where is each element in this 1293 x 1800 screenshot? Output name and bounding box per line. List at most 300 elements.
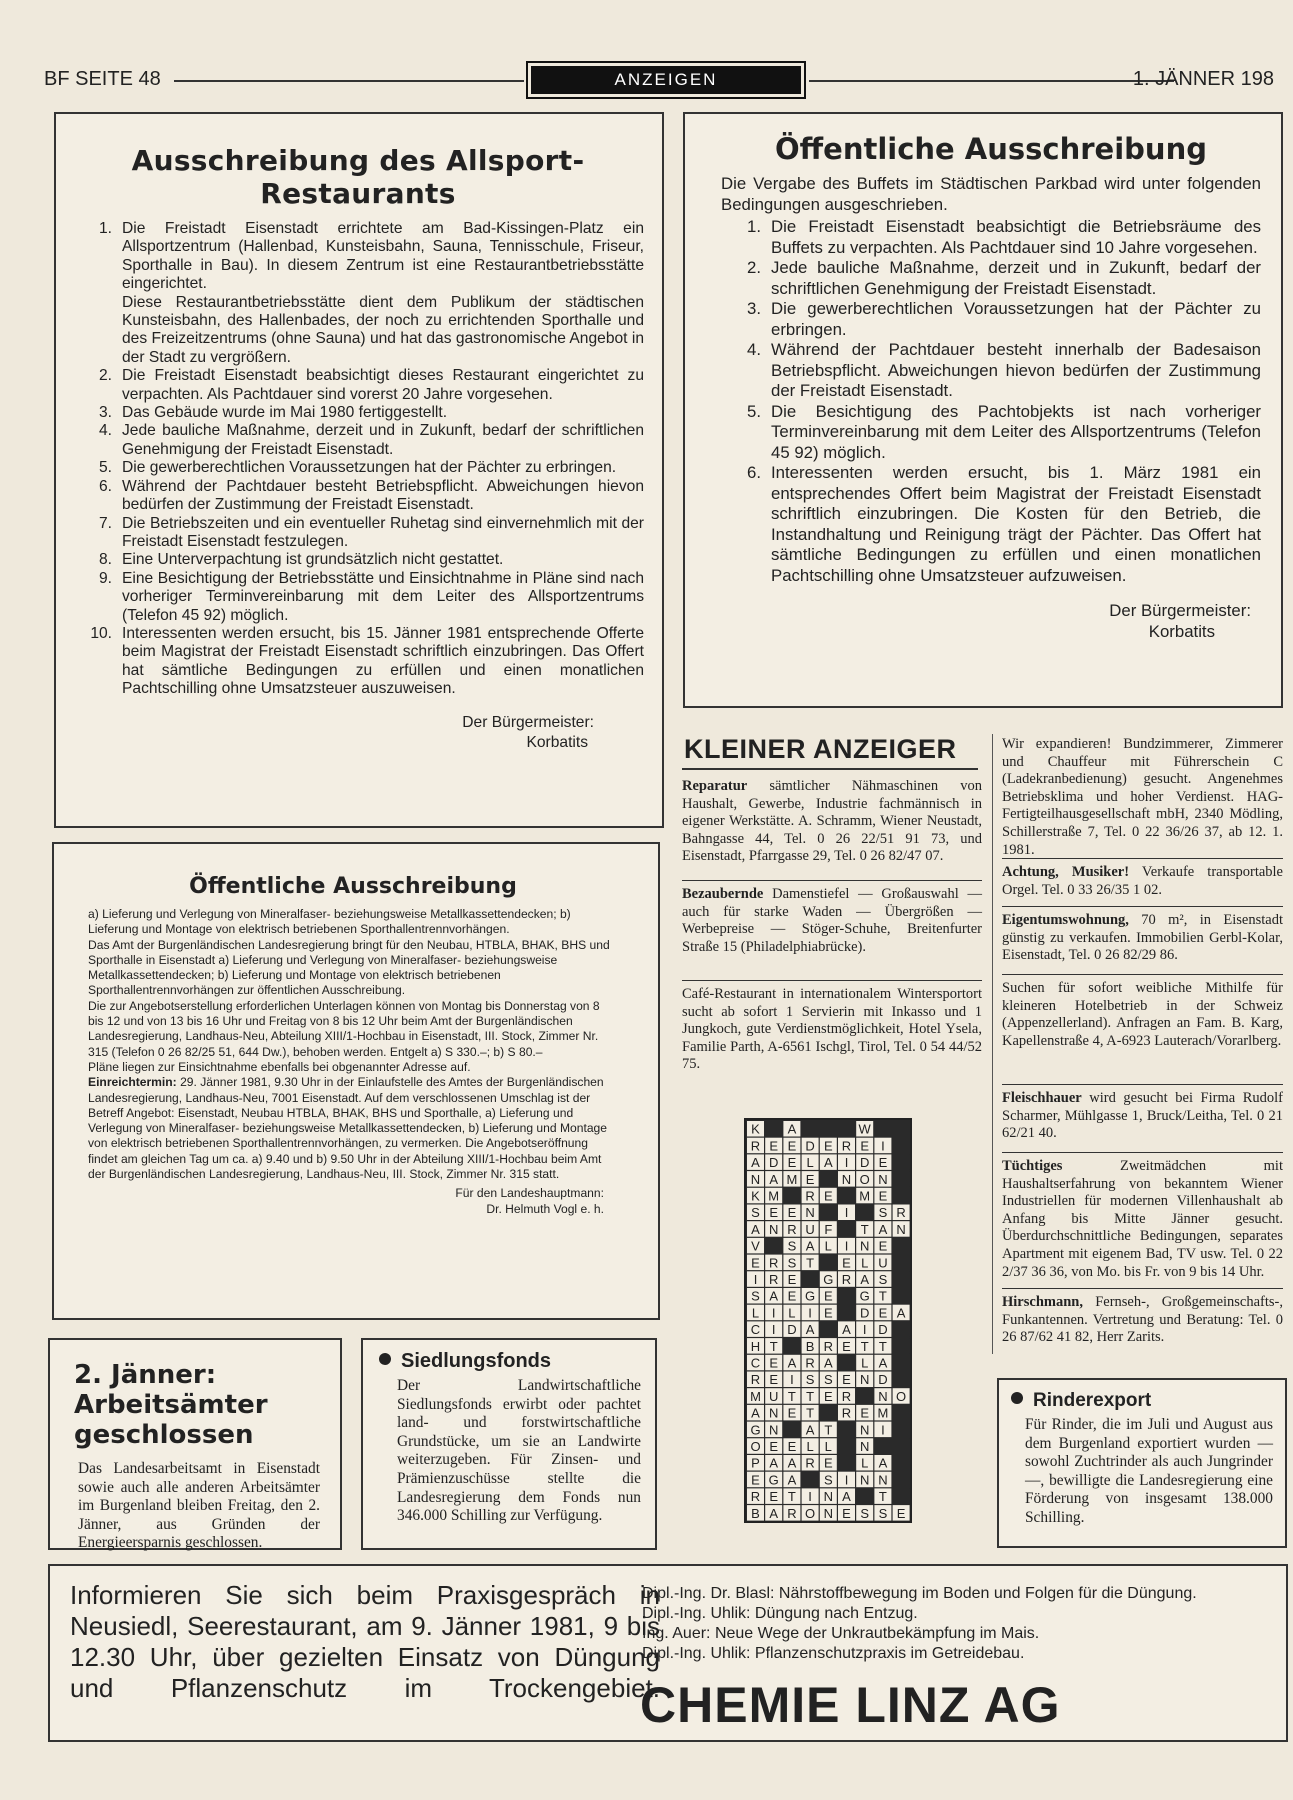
classified-ad-lead: Eigentumswohnung, (1002, 912, 1129, 928)
crossword-letter: G (750, 1422, 761, 1438)
crossword-letter: I (790, 1372, 794, 1388)
crossword-letter: I (844, 1205, 849, 1221)
crossword-letter: E (823, 1138, 833, 1154)
crossword-black-cell (820, 1405, 837, 1421)
crossword-letter: A (805, 1422, 815, 1438)
landes-deadline-text: 29. Jänner 1981, 9.30 Uhr in der Einlaufstelle des Amtes der Burgenländischen Landesregierung, Landhaus-Neu, 7001 Eisenstadt. Auf dem verschlossenen Umschlag ist der Betreff Angebot: Eisenstadt, Neubau HTBLA, BHAK, BHS und Sporthalle, a) Lieferung und Verlegung von Mineralfaser- beziehungsweise Metallkassettendecken, b) Lieferung und Montage von elektrisch betriebenen Sporthallentrennvorhängen, zu vermerken. Die Angebotseröffnung findet am gleichen Tag um ca. a) 9.40 und b) 9.50 Uhr in der Abteilung XIII/1-Hochbau beim Amt der Burgenländischen Landesregierung, Landhaus-Neu, III. Stock, Zimmer Nr. 315 statt. (88, 1075, 608, 1182)
chemie-talk: Dipl.-Ing. Uhlik: Pflanzenschutzpraxis im Getreidebau. (642, 1645, 1025, 1662)
crossword-letter: E (860, 1405, 870, 1421)
crossword-letter: R (841, 1405, 852, 1421)
list-item-text: Während der Pachtdauer besteht innerhalb der Badesaison Betriebspflicht. Abweichungen hievon bedürfen der Zustimmung der Freistadt Eisenstadt. (771, 340, 1261, 400)
crossword-letter: A (787, 1455, 797, 1471)
crossword-black-cell (893, 1171, 910, 1187)
classified-ad-text: Café-Restaurant in internationalem Wintersportort sucht ab sofort 1 Servierin mit Inkasso und 1 Jungkoch, gute Verdienstmöglichkeit, Hotel Ysela, Familie Parth, A-6561 Ischgl, Tirol, Tel. 0 54 44/52 75. (682, 986, 982, 1073)
crossword-letter: L (806, 1155, 814, 1171)
crossword-letter: E (787, 1155, 797, 1171)
list-item-text: Interessenten werden ersucht, bis 15. Jänner 1981 entsprechende Offerte beim Magistrat der Freistadt Eisenstadt schriftlich einzubringen. Das Offert hat sämtliche Bedingungen zu erfüllen und einen monatlichen Pachtschilling ohne Umsatzsteuer auszuweisen. (122, 624, 644, 698)
crossword-letter: D (805, 1138, 815, 1154)
landes-paragraph-1: Das Amt der Burgenländischen Landesregierung bringt für den Neubau, HTBLA, BHAK, BHS und Sporthalle in Eisenstadt a) Lieferung und Verlegung von Mineralfaser- beziehungsweise Metallkassettendecken; b) Lieferung und Montage von elektrisch betriebenen Sporthallentrennvorhängen zur öffentlichen Ausschreibung. (88, 937, 610, 998)
chemie-talk-list (642, 1584, 1282, 1664)
landes-paragraph-3: Pläne liegen zur Einsichtnahme ebenfalls bei obgenannter Adresse auf. (88, 1059, 471, 1074)
list-item-number: 2. (98, 367, 112, 385)
crossword-letter: I (808, 1305, 812, 1321)
list-item-number: 10. (90, 624, 112, 642)
crossword-black-cell (838, 1422, 855, 1438)
landes-body (88, 907, 618, 1217)
chemie-brand-logo: CHEMIE LINZ AG (640, 1677, 1061, 1733)
crossword-letter: L (861, 1255, 869, 1271)
crossword-letter: O (750, 1439, 761, 1454)
classified-ad (1002, 912, 1283, 965)
page-number: BF SEITE 48 (44, 68, 161, 90)
crossword-black-cell (893, 1154, 910, 1170)
crossword-letter: T (769, 1338, 778, 1354)
siedlung-text: Der Landwirtschaftliche Siedlungsfonds erwirbt oder pachtet land- und forstwirtschaftliche Grundstücke, um sie an Landwirte weiterzugeben. Für Zinsen- und Prämienzuschüsse stellte die Landesregierung dem Fonds nun 346.000 Schilling zur Verfügung. (397, 1377, 641, 1525)
list-item (72, 404, 644, 422)
crossword-letter: M (877, 1405, 889, 1421)
chemie-main-text: Informieren Sie sich beim Praxisgespräch in Neusiedl, Seerestaurant, am 9. Jänner 1981, 9 bis 12.30 Uhr, über gezielten Einsatz von Düngung und Pflanzenschutz im Trockengebiet. (70, 1580, 660, 1703)
landesregierung-tender-box (52, 842, 660, 1320)
crossword-letter: A (823, 1155, 833, 1171)
crossword-letter: E (878, 1305, 888, 1321)
crossword-letter: G (768, 1472, 779, 1488)
classified-ad-lead: Tüchtiges (1002, 1158, 1063, 1174)
bullet-icon (379, 1353, 391, 1365)
list-item-number: 6. (98, 477, 112, 495)
crossword-black-cell (820, 1121, 837, 1137)
classified-divider (682, 880, 982, 881)
crossword-black-cell (893, 1321, 910, 1337)
crossword-letter: T (806, 1405, 815, 1421)
crossword-letter: S (823, 1472, 833, 1488)
list-item-number: 5. (98, 459, 112, 477)
crossword-black-cell (893, 1238, 910, 1254)
crossword-letter: T (787, 1489, 796, 1505)
crossword-letter: K (751, 1188, 760, 1204)
crossword-letter: S (787, 1238, 797, 1254)
list-item-number: 4. (98, 422, 112, 440)
crossword-black-cell (856, 1388, 873, 1404)
list-item (721, 299, 1261, 340)
crossword-letter: E (842, 1338, 851, 1354)
classified-ad-text: sämtlicher Nähmaschinen von Haushalt, Gewerbe, Industrie fachmännisch in eigener Werkstätte. A. Schramm, Wiener Neustadt, Bahngasse 44, Tel. 0 26 22/51 91 73, und Eisenstadt, Pfarrgasse 29, Tel. 0 26 82/47 07. (682, 778, 982, 865)
crossword-letter: E (769, 1372, 779, 1388)
crossword-letter: T (878, 1338, 887, 1354)
chemie-talk: Dipl.-Ing. Uhlik: Düngung nach Entzug. (642, 1605, 918, 1622)
crossword-letter: I (844, 1155, 849, 1171)
crossword-letter: A (823, 1355, 833, 1371)
crossword-letter: A (751, 1405, 760, 1421)
crossword-letter: R (787, 1505, 797, 1521)
allsport-signature (72, 713, 644, 753)
crossword-letter: O (859, 1171, 870, 1187)
crossword-black-cell (820, 1205, 837, 1221)
crossword-letter: A (751, 1155, 760, 1171)
crossword-black-cell (838, 1288, 855, 1304)
list-item (72, 551, 644, 569)
crossword-letter: E (823, 1455, 833, 1471)
crossword-letter: L (788, 1305, 796, 1321)
crossword-black-cell (893, 1472, 910, 1488)
crossword-black-cell (838, 1188, 855, 1204)
crossword-letter: I (771, 1305, 776, 1321)
crossword-letter: A (878, 1455, 888, 1471)
crossword-letter: U (878, 1255, 888, 1271)
list-item (72, 478, 644, 515)
crossword-letter: E (842, 1255, 851, 1271)
rinderexport-notice-box (997, 1378, 1287, 1548)
column-divider (992, 734, 993, 1354)
classified-divider (1002, 974, 1283, 975)
crossword-black-cell (765, 1121, 782, 1137)
crossword-letter: A (896, 1305, 906, 1321)
crossword-black-cell (893, 1188, 910, 1204)
crossword-letter: U (805, 1221, 815, 1237)
crossword-letter: N (823, 1489, 833, 1505)
crossword-black-cell (893, 1255, 910, 1271)
crossword-letter: L (806, 1439, 814, 1454)
crossword-letter: L (824, 1439, 832, 1454)
crossword-letter: R (787, 1221, 797, 1237)
classified-ad-lead: Fleischhauer (1002, 1090, 1082, 1106)
crossword-black-cell (783, 1422, 800, 1438)
landes-subject: a) Lieferung und Verlegung von Mineralfaser- beziehungsweise Metallkassettendecken; b) Lieferung und Montage von elektrisch betriebenen Sporthallentrennvorhängen. (88, 907, 571, 937)
crossword-black-cell (838, 1355, 855, 1371)
list-item-text: Die Freistadt Eisenstadt beabsichtigt die Betriebsräume des Buffets zu verpachten. Als Pachtdauer sind 10 Jahre vorgesehen. (771, 217, 1261, 257)
classified-ad-text: wird gesucht bei Firma Rudolf Scharmer, Mühlgasse 1, Bruck/Leitha, Tel. 0 21 62/21 40. (1002, 1090, 1283, 1142)
list-item-number: 4. (747, 340, 761, 359)
crossword-letter: A (805, 1322, 815, 1338)
list-item (72, 367, 644, 404)
crossword-black-cell (838, 1121, 855, 1137)
crossword-letter: A (769, 1171, 779, 1187)
rinder-title: Rinderexport (1033, 1390, 1152, 1411)
crossword-letter: I (862, 1322, 867, 1338)
crossword-letter: H (750, 1338, 761, 1354)
crossword-grid (746, 1120, 910, 1521)
crossword-letter: E (878, 1155, 888, 1171)
list-item-text: Die gewerberechtlichen Voraussetzungen hat der Pächter zu erbringen. (122, 459, 617, 477)
crossword-letter: N (860, 1422, 870, 1438)
classified-ad (682, 986, 982, 1074)
crossword-letter: L (861, 1355, 869, 1371)
crossword-black-cell (856, 1205, 873, 1221)
chemie-talk: Dipl.-Ing. Dr. Blasl: Nährstoffbewegung im Boden und Folgen für die Düngung. (642, 1585, 1197, 1602)
crossword-letter: A (805, 1238, 815, 1254)
crossword-black-cell (820, 1321, 837, 1337)
parkbad-tender-box (683, 112, 1283, 708)
crossword-letter: A (878, 1221, 888, 1237)
crossword-letter: T (860, 1221, 869, 1237)
landes-paragraph-4 (88, 1075, 618, 1182)
crossword-letter: E (787, 1439, 797, 1454)
list-item (721, 463, 1261, 586)
list-item-text: Interessenten werden ersucht, bis 1. März 1981 ein entsprechendes Offert beim Magistrat der Freistadt Eisenstadt schriftlich einzubringen. Die Kosten für den Betrieb, die Instandhaltung und Reinigung trägt der Pächter. Das Offert hat sämtliche Bedingungen zu erfüllen und einen monatlichen Pachtschilling ohne Umsatzsteuer aufzuweisen. (771, 463, 1261, 585)
classified-ad-text: 70 m², in Eisenstadt günstig zu verkaufen. Immobilien Gerbl-Kolar, Eisenstadt, Tel. 0 26 82/29 86. (1002, 912, 1283, 964)
crossword-letter: N (896, 1221, 906, 1237)
crossword-letter: N (805, 1205, 815, 1221)
crossword-black-cell (856, 1488, 873, 1504)
classified-ad-text: Damenstiefel — Großauswahl — auch für starke Waden — Übergrößen — Werbepreise — Stöger-Schuhe, Breitenfurter Straße 15 (Philadelphiabrücke). (682, 886, 982, 955)
crossword-letter: O (896, 1388, 907, 1404)
landes-deadline-label: Einreichtermin: (88, 1075, 177, 1090)
list-item-text: Eine Besichtigung der Betriebsstätte und Einsichtnahme in Pläne sind nach vorheriger Terminvereinbarung mit dem Leiter des Allsportzentrums (Telefon 45 92) möglich. (122, 569, 644, 624)
crossword-letter: E (805, 1171, 815, 1187)
kleiner-anzeiger-title: KLEINER ANZEIGER (684, 734, 957, 764)
classified-ad-lead: Achtung, Musiker! (1002, 864, 1130, 880)
crossword-letter: S (878, 1272, 888, 1287)
landes-title: Öffentliche Ausschreibung (189, 874, 517, 899)
list-item-text: Die Freistadt Eisenstadt errichtete am Bad-Kissingen-Platz ein Allsportzentrum (Hallenbad, Kunsteisbahn, Sauna, Tennisschule, Friseur, Sporthalle in Bau). In diesem Zentrum ist eine Restaurantbetriebsstätte eingerichtet. (122, 220, 644, 293)
classified-ad (682, 886, 982, 956)
crossword-black-cell (783, 1338, 800, 1354)
crossword-letter: E (787, 1288, 797, 1304)
crossword-letter: E (860, 1138, 870, 1154)
arbeit-title: 2. Jänner: Arbeitsämter geschlossen (74, 1360, 268, 1450)
crossword-letter: U (769, 1388, 779, 1404)
rinder-text: Für Rinder, die im Juli und August aus dem Burgenland exportiert wurden — sowohl Zuchtrinder als auch Jungrinder —, bewilligte die Landesregierung eine Förderung von insgesamt 138.000 Schilling. (1025, 1416, 1273, 1526)
crossword-letter: T (878, 1288, 887, 1304)
list-item (721, 402, 1261, 464)
list-item-text: Die Besichtigung des Pachtobjekts ist nach vorheriger Terminvereinbarung mit dem Leiter des Allsportzentrums (Telefon 45 92) möglich. (771, 401, 1261, 462)
crossword-letter: N (769, 1422, 779, 1438)
classified-ad (682, 778, 982, 866)
list-item (72, 570, 644, 625)
list-item-text: Die gewerberechtlichen Voraussetzungen hat der Pächter zu erbringen. (771, 299, 1261, 339)
crossword-letter: M (786, 1171, 798, 1187)
list-item (72, 515, 644, 552)
classified-ad-lead: Bezaubernde (682, 886, 764, 902)
list-item-number: 7. (98, 514, 112, 532)
crossword-letter: D (860, 1305, 870, 1321)
crossword-letter: A (860, 1272, 870, 1287)
crossword-letter: O (805, 1505, 816, 1521)
crossword-letter: S (860, 1505, 870, 1521)
landes-signature (88, 1186, 618, 1217)
crossword-black-cell (802, 1472, 819, 1488)
classified-ad (1002, 1294, 1283, 1347)
crossword-black-cell (802, 1271, 819, 1287)
crossword-letter: E (787, 1138, 797, 1154)
crossword-letter: A (769, 1288, 779, 1304)
issue-date: 1. JÄNNER 198 (1132, 68, 1274, 90)
allsport-signature-name: Korbatits (526, 733, 588, 751)
crossword-black-cell (893, 1455, 910, 1471)
parkbad-title: Öffentliche Ausschreibung (775, 132, 1207, 166)
crossword-letter: T (787, 1388, 796, 1404)
parkbad-conditions-list (721, 217, 1261, 586)
crossword-letter: E (787, 1205, 797, 1221)
parkbad-signature (721, 600, 1261, 642)
classified-divider (1002, 1084, 1283, 1085)
crossword-letter: B (805, 1338, 815, 1354)
rinder-heading (1011, 1390, 1273, 1412)
list-item (72, 625, 644, 699)
allsport-conditions-list (72, 220, 644, 699)
crossword-black-cell (893, 1288, 910, 1304)
crossword-letter: S (751, 1288, 760, 1304)
crossword-letter: F (824, 1221, 833, 1237)
bullet-icon (1011, 1392, 1023, 1404)
classified-ad (1002, 736, 1283, 859)
list-item-number: 1. (98, 220, 112, 237)
crossword-black-cell (893, 1422, 910, 1438)
crossword-letter: R (805, 1188, 815, 1204)
classified-divider (1002, 1288, 1283, 1289)
crossword-letter: A (787, 1121, 797, 1137)
crossword-letter: G (823, 1272, 834, 1287)
crossword-black-cell (893, 1355, 910, 1371)
list-item-text: Eine Unterverpachtung ist grundsätzlich nicht gestattet. (122, 551, 504, 569)
list-item-number: 3. (98, 404, 112, 422)
header-rule-left (174, 80, 524, 82)
list-item (721, 217, 1261, 258)
crossword-letter: I (771, 1322, 776, 1338)
crossword-letter: K (751, 1121, 760, 1137)
crossword-letter: E (769, 1355, 779, 1371)
list-item-text: Die Betriebszeiten und ein eventueller Ruhetag sind einvernehmlich mit der Freistadt Eisenstadt festzulegen. (122, 514, 644, 550)
crossword-black-cell (893, 1488, 910, 1504)
crossword-letter: A (769, 1505, 779, 1521)
crossword-letter: S (878, 1205, 888, 1221)
parkbad-signature-title: Der Bürgermeister: (1109, 601, 1251, 620)
classified-ad (1002, 980, 1283, 1050)
crossword-puzzle (744, 1118, 912, 1523)
crossword-letter: L (824, 1238, 832, 1254)
crossword-letter: M (859, 1188, 871, 1204)
crossword-letter: I (881, 1422, 885, 1438)
page-header (44, 66, 1274, 94)
crossword-letter: N (860, 1472, 870, 1488)
crossword-letter: S (787, 1255, 797, 1271)
crossword-letter: N (823, 1505, 833, 1521)
parkbad-intro: Die Vergabe des Buffets im Städtischen Parkbad wird unter folgenden Bedingungen ausgeschrieben. (721, 174, 1261, 214)
crossword-black-cell (893, 1438, 910, 1454)
classified-ad-lead: Hirschmann, (1002, 1294, 1083, 1310)
crossword-black-cell (893, 1372, 910, 1388)
crossword-black-cell (893, 1405, 910, 1421)
crossword-letter: E (823, 1288, 833, 1304)
crossword-letter: T (806, 1388, 815, 1404)
crossword-letter: T (878, 1489, 887, 1505)
crossword-letter: E (769, 1439, 779, 1454)
crossword-letter: R (841, 1272, 852, 1287)
classified-divider (1002, 858, 1283, 859)
allsport-title: Ausschreibung des Allsport-Restaurants (131, 144, 585, 210)
crossword-letter: N (769, 1405, 779, 1421)
crossword-black-cell (783, 1188, 800, 1204)
list-item-text: Während der Pachtdauer besteht Betriebspflicht. Abweichungen hievon bedürfen der Zustimmung der Freistadt Eisenstadt. (122, 477, 644, 514)
allsport-signature-title: Der Bürgermeister: (462, 713, 594, 731)
crossword-letter: R (841, 1138, 852, 1154)
crossword-letter: L (861, 1455, 869, 1471)
crossword-letter: I (808, 1489, 812, 1505)
crossword-letter: I (881, 1138, 885, 1154)
parkbad-signature-name: Korbatits (1148, 622, 1215, 641)
siedlung-title: Siedlungsfonds (401, 1350, 551, 1372)
crossword-letter: D (878, 1372, 888, 1388)
crossword-letter: A (751, 1221, 760, 1237)
crossword-letter: T (860, 1338, 869, 1354)
chemie-linz-advert (48, 1564, 1288, 1742)
classified-ad (1002, 1158, 1283, 1281)
classified-column-left (682, 776, 982, 1086)
classified-divider (682, 980, 982, 981)
classified-ad-lead: Reparatur (682, 778, 748, 794)
crossword-letter: E (842, 1505, 851, 1521)
classified-column-right (1002, 734, 1283, 1374)
crossword-black-cell (820, 1255, 837, 1271)
list-item-number: 8. (98, 551, 112, 569)
arbeitsaemter-notice-box (48, 1338, 342, 1550)
crossword-letter: I (753, 1272, 758, 1287)
crossword-letter: N (878, 1171, 888, 1187)
classified-ad (1002, 1090, 1283, 1143)
crossword-letter: C (750, 1355, 761, 1371)
list-item-number: 5. (747, 401, 761, 421)
crossword-letter: V (751, 1238, 760, 1254)
crossword-black-cell (893, 1338, 910, 1354)
list-item (72, 422, 644, 459)
crossword-letter: A (842, 1489, 851, 1505)
list-item-text: Das Gebäude wurde im Mai 1980 fertiggestellt. (122, 404, 448, 422)
crossword-letter: P (751, 1455, 760, 1471)
crossword-letter: T (806, 1255, 815, 1271)
crossword-black-cell (838, 1221, 855, 1237)
crossword-letter: E (769, 1205, 779, 1221)
crossword-letter: N (860, 1372, 870, 1388)
crossword-letter: E (823, 1188, 833, 1204)
classified-ad-text: Suchen für sofort weibliche Mithilfe für kleineren Hotelbetrieb in der Schweiz (Appenzellerland). Anfragen an Fam. B. Karg, Kapellenstraße 4, A-6923 Lauterach/Vorarlberg. (1002, 980, 1283, 1049)
crossword-letter: R (769, 1272, 779, 1287)
crossword-letter: E (878, 1238, 888, 1254)
crossword-black-cell (765, 1238, 782, 1254)
crossword-letter: R (750, 1372, 761, 1388)
arbeit-text: Das Landesarbeitsamt in Eisenstadt sowie auch alle anderen Arbeitsämter im Burgenland bleiben Freitag, den 2. Jänner, aus Gründen der Energieersparnis geschlossen. (78, 1460, 320, 1552)
crossword-letter: N (841, 1171, 852, 1187)
crossword-letter: N (860, 1439, 870, 1454)
crossword-letter: T (824, 1422, 833, 1438)
crossword-letter: D (860, 1155, 870, 1171)
crossword-letter: S (878, 1505, 888, 1521)
crossword-letter: R (750, 1138, 761, 1154)
landes-paragraph-2: Die zur Angebotserstellung erforderlichen Unterlagen können von Montag bis Donnerstag von 8 bis 12 und von 13 bis 16 Uhr und Freitag von 8 bis 12 Uhr beim Amt der Burgenländischen Landesregierung, Landhaus-Neu, Abteilung XIII/1-Hochbau in Eisenstadt, III. Stock, Zimmer Nr. 315 (Telefon 0 26 82/25 51, 644 Dw.), behoben werden. Entgelt a) S 330.–; b) S 80.– (88, 998, 600, 1059)
classified-ad-text: Zweitmädchen mit Haushaltserfahrung von bekanntem Wiener Industriellen für modernen Villenhaushalt ab Anfang bis Mitte Jänner gesucht. Überdurchschnittliche Bedingungen, separates Apartment mit eigenem Bad, TV usw. Tel. 0 22 2/37 36 36, von Mo. bis Fr. von 9 bis 14 Uhr. (1002, 1158, 1283, 1280)
list-item (72, 220, 644, 294)
list-item-text: Die Freistadt Eisenstadt beabsichtigt dieses Restaurant eingerichtet zu verpachten. Als Pachtdauer sind vorerst 20 Jahre vorgesehen. (122, 367, 644, 403)
crossword-black-cell (838, 1438, 855, 1454)
crossword-letter: G (859, 1288, 870, 1304)
crossword-letter: R (823, 1338, 833, 1354)
list-item (72, 459, 644, 477)
crossword-letter: W (858, 1121, 871, 1137)
classified-ad-text: Verkaufe transportable Orgel. Tel. 0 33 26/35 1 02. (1002, 864, 1283, 898)
crossword-letter: E (878, 1188, 888, 1204)
crossword-letter: M (768, 1188, 780, 1204)
crossword-black-cell (874, 1438, 891, 1454)
kleiner-title-rule (682, 768, 978, 770)
crossword-black-cell (893, 1138, 910, 1154)
classified-ad (1002, 864, 1283, 899)
crossword-letter: E (896, 1505, 906, 1521)
list-item-text: Diese Restaurantbetriebsstätte dient dem Publikum der städtischen Kunsteisbahn, des Hallenbades, der noch zu errichtenden Sporthalle und des Freizeitzentrums (ohne Sauna) und hat das gastronomische Angebot in der Stadt zu vergrößern. (122, 293, 644, 366)
list-item-number: 2. (747, 258, 761, 277)
crossword-letter: A (787, 1472, 797, 1488)
crossword-black-cell (893, 1271, 910, 1287)
crossword-letter: A (842, 1322, 851, 1338)
list-item-number: 9. (98, 569, 112, 587)
crossword-letter: E (751, 1472, 760, 1488)
